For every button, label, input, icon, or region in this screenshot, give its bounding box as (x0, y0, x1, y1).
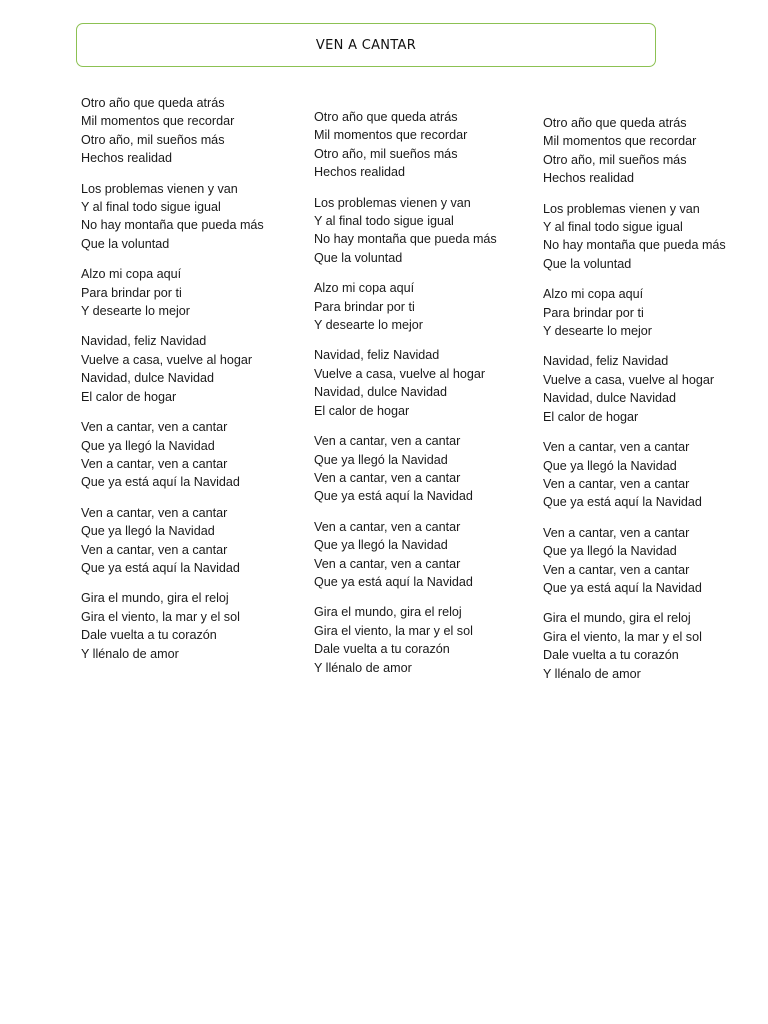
stanza (543, 438, 758, 512)
lyric-line: Que ya llegó la Navidad (81, 438, 215, 453)
stanza (543, 352, 758, 426)
lyric-line: Ven a cantar, ven a cantar (543, 440, 690, 455)
lyrics-column-2 (314, 108, 529, 689)
stanza (81, 94, 296, 168)
lyric-line: Gira el viento, la mar y el sol (81, 609, 240, 624)
lyric-line: No hay montaña que pueda más (543, 238, 726, 253)
stanza (81, 504, 296, 578)
lyric-line: Mil momentos que recordar (543, 134, 697, 149)
lyric-line: Gira el mundo, gira el reloj (543, 611, 691, 626)
lyric-line: Alzo mi copa aquí (81, 267, 182, 282)
lyric-line: El calor de hogar (543, 409, 639, 424)
lyrics-column-3 (543, 114, 758, 695)
lyric-line: Y desearte lo mejor (543, 324, 652, 339)
lyric-line: Para brindar por ti (314, 299, 415, 314)
lyric-line: Que ya llegó la Navidad (81, 524, 215, 539)
lyric-line: Los problemas vienen y van (543, 201, 700, 216)
lyric-line: Otro año, mil sueños más (314, 146, 458, 161)
stanza (543, 200, 758, 274)
lyric-line: Alzo mi copa aquí (543, 287, 644, 302)
lyric-line: Otro año que queda atrás (314, 110, 458, 124)
lyric-line: El calor de hogar (81, 389, 177, 404)
stanza (314, 518, 529, 592)
lyric-line: Navidad, feliz Navidad (314, 348, 440, 363)
lyric-line: Que ya llegó la Navidad (543, 544, 677, 559)
lyric-line: Mil momentos que recordar (314, 128, 468, 143)
stanza (314, 603, 529, 677)
lyric-line: Hechos realidad (543, 171, 635, 186)
stanza (314, 432, 529, 506)
lyric-line: Que ya está aquí la Navidad (543, 580, 702, 595)
lyric-line: No hay montaña que pueda más (314, 232, 497, 247)
lyric-line: Y al final todo sigue igual (81, 200, 221, 215)
title-box (76, 23, 656, 67)
lyrics-column-1 (81, 94, 296, 675)
stanza (543, 524, 758, 598)
stanza (314, 279, 529, 334)
lyric-line: Vuelve a casa, vuelve al hogar (81, 352, 253, 367)
lyric-line: Mil momentos que recordar (81, 114, 235, 129)
lyric-line: Para brindar por ti (81, 285, 182, 300)
document-title: VEN A CANTAR (315, 37, 417, 53)
lyric-line: Hechos realidad (81, 151, 173, 166)
lyric-line: Y desearte lo mejor (81, 304, 190, 319)
lyric-line: Que ya llegó la Navidad (314, 538, 448, 553)
stanza (81, 589, 296, 663)
stanza (314, 346, 529, 420)
stanza (81, 265, 296, 320)
lyric-line: Navidad, feliz Navidad (543, 354, 669, 369)
lyric-line: Que ya está aquí la Navidad (81, 560, 240, 575)
stanza (543, 285, 758, 340)
lyric-line: Que la voluntad (543, 256, 632, 271)
lyric-line: Y llénalo de amor (314, 660, 412, 675)
lyric-line: Que la voluntad (81, 236, 170, 251)
lyric-line: Otro año, mil sueños más (543, 152, 687, 167)
lyric-line: Gira el viento, la mar y el sol (314, 623, 473, 638)
lyric-line: Vuelve a casa, vuelve al hogar (314, 366, 486, 381)
stanza (314, 194, 529, 268)
lyric-line: Y al final todo sigue igual (543, 220, 683, 235)
lyric-line: Que ya está aquí la Navidad (314, 574, 473, 589)
lyric-line: Navidad, dulce Navidad (543, 391, 677, 406)
lyric-line: Los problemas vienen y van (81, 181, 238, 196)
stanza (81, 418, 296, 492)
lyric-line: Navidad, feliz Navidad (81, 334, 207, 349)
lyric-line: Que ya está aquí la Navidad (81, 475, 240, 490)
lyric-line: Que ya llegó la Navidad (314, 452, 448, 467)
lyric-line: Ven a cantar, ven a cantar (314, 434, 461, 449)
lyric-line: Ven a cantar, ven a cantar (543, 525, 690, 540)
lyric-line: Y desearte lo mejor (314, 318, 423, 333)
lyric-line: Otro año que queda atrás (543, 116, 687, 130)
lyric-line: Dale vuelta a tu corazón (543, 648, 679, 663)
lyric-line: Hechos realidad (314, 165, 406, 180)
lyric-line: Que la voluntad (314, 250, 403, 265)
lyric-line: Ven a cantar, ven a cantar (314, 470, 461, 485)
lyric-line: El calor de hogar (314, 403, 410, 418)
lyric-line: Alzo mi copa aquí (314, 281, 415, 296)
lyric-line: Ven a cantar, ven a cantar (543, 476, 690, 491)
lyric-line: Navidad, dulce Navidad (314, 385, 448, 400)
stanza (81, 332, 296, 406)
lyric-line: Los problemas vienen y van (314, 195, 471, 210)
lyric-line: Ven a cantar, ven a cantar (81, 456, 228, 471)
lyric-line: Gira el mundo, gira el reloj (81, 591, 229, 606)
stanza (81, 180, 296, 254)
stanza (314, 108, 529, 182)
lyric-line: Otro año que queda atrás (81, 96, 225, 110)
lyric-line: Dale vuelta a tu corazón (81, 628, 217, 643)
lyric-line: Ven a cantar, ven a cantar (314, 556, 461, 571)
lyric-line: Otro año, mil sueños más (81, 132, 225, 147)
lyric-line: Y llénalo de amor (543, 666, 641, 681)
lyric-line: Y llénalo de amor (81, 646, 179, 661)
stanza (543, 114, 758, 188)
lyric-line: Para brindar por ti (543, 305, 644, 320)
lyric-line: Que ya llegó la Navidad (543, 458, 677, 473)
stanza (543, 609, 758, 683)
lyric-line: Ven a cantar, ven a cantar (543, 562, 690, 577)
lyric-line: Que ya está aquí la Navidad (314, 489, 473, 504)
lyric-line: Gira el mundo, gira el reloj (314, 605, 462, 620)
lyric-line: Que ya está aquí la Navidad (543, 495, 702, 510)
lyric-line: Vuelve a casa, vuelve al hogar (543, 372, 715, 387)
lyric-line: No hay montaña que pueda más (81, 218, 264, 233)
lyric-line: Navidad, dulce Navidad (81, 371, 215, 386)
lyric-line: Ven a cantar, ven a cantar (81, 505, 228, 520)
lyric-line: Ven a cantar, ven a cantar (314, 519, 461, 534)
lyric-line: Y al final todo sigue igual (314, 214, 454, 229)
lyric-line: Dale vuelta a tu corazón (314, 642, 450, 657)
lyric-line: Gira el viento, la mar y el sol (543, 629, 702, 644)
lyric-line: Ven a cantar, ven a cantar (81, 542, 228, 557)
lyric-line: Ven a cantar, ven a cantar (81, 420, 228, 435)
